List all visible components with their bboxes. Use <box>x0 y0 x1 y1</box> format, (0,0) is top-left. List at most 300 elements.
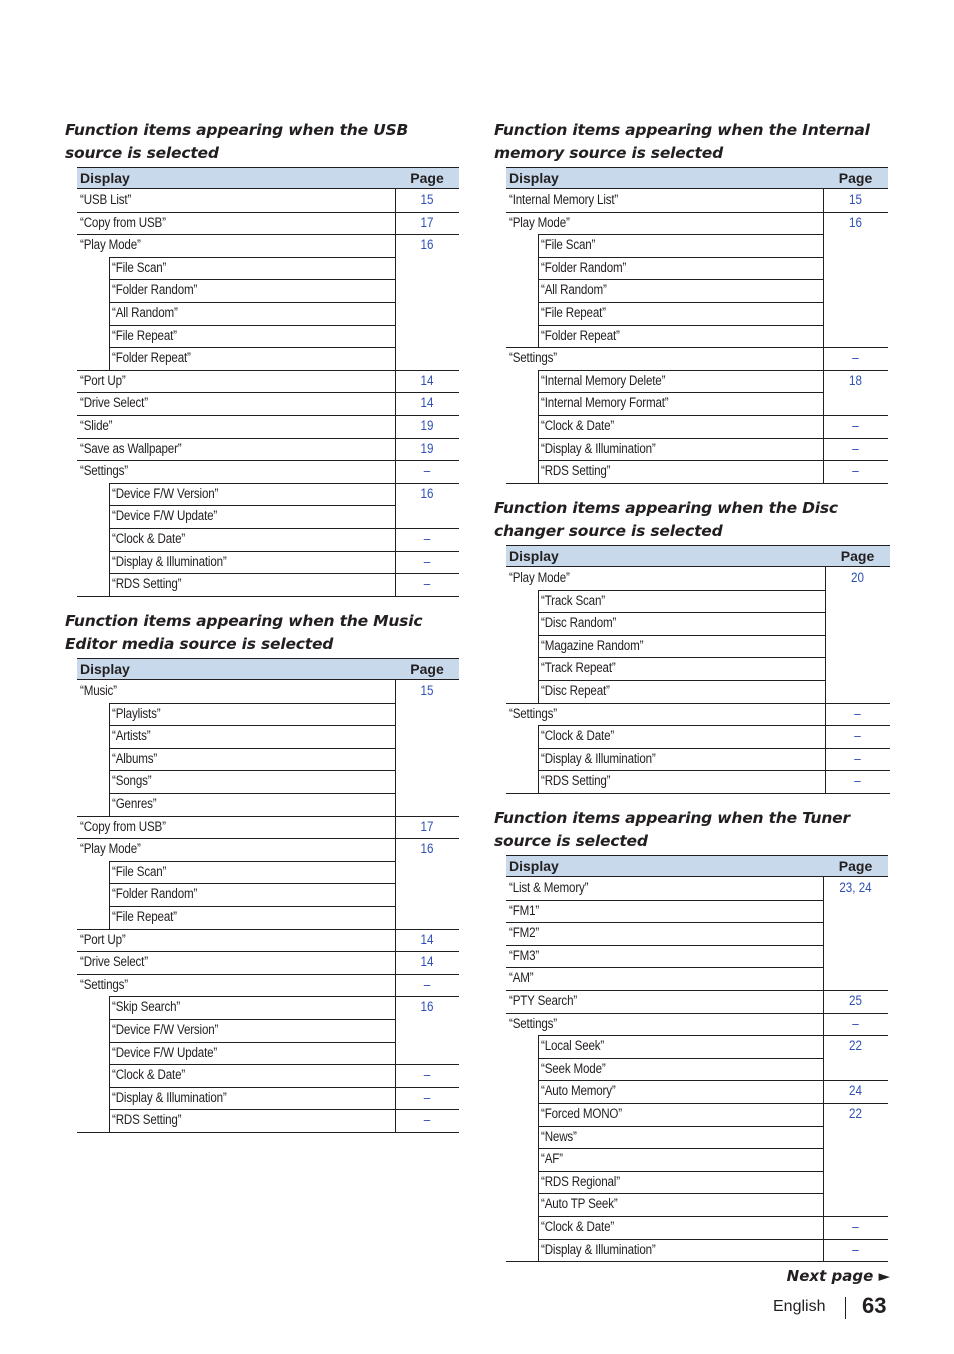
indent-divider <box>109 906 110 929</box>
indent-divider <box>538 1216 539 1239</box>
table-row <box>506 612 890 635</box>
row-label: “Seek Mode” <box>541 1060 606 1076</box>
row-label: “Display & Illumination” <box>541 1241 656 1257</box>
indent-divider <box>538 1103 539 1126</box>
row-page: – <box>852 440 859 456</box>
row-label: “Internal Memory Delete” <box>541 372 666 388</box>
table-row <box>506 1216 888 1239</box>
row-label: “File Repeat” <box>541 304 606 320</box>
row-divider <box>77 234 395 235</box>
table-row <box>506 1171 888 1194</box>
indent-divider <box>109 551 110 574</box>
row-page: – <box>423 553 431 569</box>
page-divider <box>825 770 890 771</box>
row-divider <box>109 1109 395 1110</box>
row-divider <box>538 748 825 749</box>
table-row <box>77 392 459 415</box>
table-row <box>506 392 888 415</box>
indent-divider <box>109 725 110 748</box>
row-label: “FM1” <box>509 902 540 918</box>
page-divider <box>395 1064 459 1065</box>
row-label: “Disc Random” <box>541 615 617 631</box>
row-label: “Internal Memory Format” <box>541 395 669 411</box>
table-row <box>77 974 459 997</box>
table-row <box>77 929 459 952</box>
indent-divider <box>538 635 539 658</box>
table-row <box>506 657 890 680</box>
table-row <box>77 573 459 596</box>
page-divider <box>395 460 459 461</box>
row-label: “RDS Regional” <box>541 1173 620 1189</box>
row-label: “Track Scan” <box>541 592 605 608</box>
table-row <box>506 770 890 793</box>
row-label: “Artists” <box>112 728 151 744</box>
page-divider <box>823 212 888 213</box>
row-divider <box>538 392 823 393</box>
indent-divider <box>109 748 110 771</box>
page-divider <box>823 460 888 461</box>
row-divider <box>506 900 823 901</box>
row-divider <box>538 302 823 303</box>
row-divider <box>506 990 823 991</box>
header-page: Page <box>838 858 873 874</box>
row-page: – <box>852 417 859 433</box>
table-row <box>506 945 888 968</box>
row-label: “Play Mode” <box>80 237 141 253</box>
row-label: “Device F/W Version” <box>112 1021 219 1037</box>
row-label: “AM” <box>509 970 534 986</box>
table-row <box>77 483 459 506</box>
row-divider <box>109 906 395 907</box>
row-divider <box>109 793 395 794</box>
row-divider <box>506 1013 823 1014</box>
row-divider <box>538 415 823 416</box>
indent-divider <box>109 1042 110 1065</box>
row-label: “PTY Search” <box>509 992 578 1008</box>
row-divider <box>506 347 823 348</box>
row-divider <box>77 974 395 975</box>
page-divider <box>823 415 888 416</box>
page-divider <box>823 1013 888 1014</box>
table-row <box>77 551 459 574</box>
section-title: Function items appearing when the USB source is selected <box>65 121 409 162</box>
row-divider <box>506 922 823 923</box>
row-label: “All Random” <box>112 304 178 320</box>
table-row <box>506 1013 888 1036</box>
row-label: “Songs” <box>112 773 152 789</box>
table-row <box>77 996 459 1019</box>
page-column-divider <box>825 567 826 793</box>
row-page: – <box>854 728 861 744</box>
row-divider <box>77 838 395 839</box>
row-page: 24 <box>849 1083 862 1099</box>
page-divider <box>823 1239 888 1240</box>
row-divider <box>538 590 825 591</box>
row-divider <box>538 612 825 613</box>
page-divider <box>395 974 459 975</box>
page-number: 63 <box>862 1293 887 1318</box>
table-row <box>506 438 888 461</box>
row-divider <box>109 748 395 749</box>
row-label: “Magazine Random” <box>541 637 644 653</box>
table-row <box>77 279 459 302</box>
page-divider <box>823 1080 888 1081</box>
table-row <box>506 900 888 923</box>
table-row <box>77 302 459 325</box>
indent-divider <box>109 861 110 884</box>
row-page: – <box>423 576 431 592</box>
row-label: “RDS Setting” <box>541 773 611 789</box>
row-divider <box>538 438 823 439</box>
table-row <box>506 877 888 900</box>
row-label: “Auto Memory” <box>541 1083 616 1099</box>
page-divider <box>395 483 459 484</box>
row-divider <box>109 551 395 552</box>
row-label: “Save as Wallpaper” <box>80 440 182 456</box>
table-header <box>77 167 459 189</box>
page-divider <box>395 528 459 529</box>
row-label: “Play Mode” <box>509 570 570 585</box>
indent-divider <box>109 483 110 506</box>
row-label: “Track Repeat” <box>541 660 616 676</box>
table-row <box>77 1019 459 1042</box>
row-label: “RDS Setting” <box>541 463 611 479</box>
indent-divider <box>109 1064 110 1087</box>
row-page: 16 <box>420 999 434 1015</box>
row-label: “Music” <box>80 683 117 698</box>
function-table <box>506 545 890 794</box>
row-label: “Settings” <box>80 976 128 992</box>
indent-divider <box>538 257 539 280</box>
page-divider <box>395 392 459 393</box>
row-page: 16 <box>420 237 434 253</box>
page-divider <box>395 838 459 839</box>
table-row <box>77 703 459 726</box>
table-row <box>77 415 459 438</box>
row-label: “Auto TP Seek” <box>541 1196 618 1212</box>
indent-divider <box>538 325 539 348</box>
indent-divider <box>109 996 110 1019</box>
row-divider <box>109 257 395 258</box>
table-row <box>506 567 890 590</box>
row-label: “Genres” <box>112 795 157 811</box>
table-row <box>506 967 888 990</box>
table-row <box>506 703 890 726</box>
table-row <box>506 990 888 1013</box>
row-page: 14 <box>420 395 434 411</box>
row-page: – <box>852 1015 859 1031</box>
table-row <box>77 1064 459 1087</box>
row-divider <box>109 996 395 997</box>
row-label: “Port Up” <box>80 931 126 947</box>
row-label: “Copy from USB” <box>80 818 166 834</box>
table-row <box>506 347 888 370</box>
row-divider <box>77 415 395 416</box>
page-divider <box>823 1035 888 1036</box>
row-divider <box>538 279 823 280</box>
indent-divider <box>538 415 539 438</box>
page-column-divider <box>823 189 824 483</box>
row-label: “File Repeat” <box>112 327 177 343</box>
indent-divider <box>538 680 539 703</box>
row-label: “RDS Setting” <box>112 576 182 592</box>
page-divider <box>825 748 890 749</box>
row-label: “List & Memory” <box>509 880 589 895</box>
row-page: – <box>852 1218 859 1234</box>
table-row <box>506 635 890 658</box>
row-divider <box>538 1080 823 1081</box>
row-page: – <box>423 463 431 479</box>
page-divider <box>823 347 888 348</box>
row-divider <box>109 528 395 529</box>
section-music-editor <box>65 610 459 1128</box>
row-divider <box>77 460 395 461</box>
table-row <box>506 590 890 613</box>
row-divider <box>506 703 825 704</box>
row-divider <box>77 212 395 213</box>
row-label: “Settings” <box>509 705 557 721</box>
row-label: “Settings” <box>80 463 128 479</box>
row-label: “FM3” <box>509 947 540 963</box>
table-row <box>77 1109 459 1132</box>
table-row <box>506 1193 888 1216</box>
header-display: Display <box>80 661 130 677</box>
row-page: – <box>423 1112 431 1128</box>
indent-divider <box>538 279 539 302</box>
row-label: “Clock & Date” <box>541 1218 615 1234</box>
page-divider <box>395 573 459 574</box>
row-label: “Internal Memory List” <box>509 192 619 207</box>
table-row <box>77 725 459 748</box>
row-label: “Port Up” <box>80 372 126 388</box>
indent-divider <box>538 725 539 748</box>
row-label: “Disc Repeat” <box>541 682 610 698</box>
section-usb <box>65 119 459 592</box>
row-divider <box>109 325 395 326</box>
page-divider <box>395 415 459 416</box>
row-page: 22 <box>849 1038 862 1054</box>
table-row <box>77 528 459 551</box>
footer-divider <box>845 1297 846 1319</box>
row-divider <box>538 725 825 726</box>
row-label: “Forced MONO” <box>541 1105 622 1121</box>
row-divider <box>77 951 395 952</box>
row-label: “Drive Select” <box>80 954 148 970</box>
row-label: “Folder Repeat” <box>112 350 191 366</box>
header-display: Display <box>509 548 559 564</box>
indent-divider <box>538 1239 539 1262</box>
table-header <box>77 658 459 680</box>
function-table <box>77 167 459 597</box>
section-internal-memory <box>494 119 888 479</box>
table-row <box>506 257 888 280</box>
table-row <box>77 234 459 257</box>
indent-divider <box>538 370 539 393</box>
table-row <box>506 725 890 748</box>
row-divider <box>109 302 395 303</box>
indent-divider <box>538 438 539 461</box>
row-divider <box>109 725 395 726</box>
row-label: “Clock & Date” <box>112 1067 186 1083</box>
section-title: Function items appearing when the Internal memory source is selected <box>494 121 870 162</box>
indent-divider <box>538 657 539 680</box>
row-divider <box>109 347 395 348</box>
page-divider <box>395 816 459 817</box>
section-disc-changer <box>494 497 890 789</box>
header-display: Display <box>509 858 559 874</box>
indent-divider <box>538 1171 539 1194</box>
row-page: 14 <box>420 954 434 970</box>
row-label: “Device F/W Update” <box>112 508 218 524</box>
indent-divider <box>109 703 110 726</box>
table-row <box>77 793 459 816</box>
row-label: “Local Seek” <box>541 1038 605 1054</box>
indent-divider <box>538 1126 539 1149</box>
row-page: – <box>852 350 859 366</box>
row-page: 16 <box>420 841 434 857</box>
table-row <box>506 234 888 257</box>
row-label: “Folder Random” <box>541 259 627 275</box>
row-label: “Settings” <box>509 1015 557 1031</box>
indent-divider <box>538 1080 539 1103</box>
function-table <box>506 167 888 484</box>
table-row <box>77 861 459 884</box>
row-divider <box>506 967 823 968</box>
page-divider <box>395 996 459 997</box>
row-label: “File Repeat” <box>112 908 177 924</box>
row-divider <box>538 1103 823 1104</box>
page-divider <box>395 1109 459 1110</box>
table-row <box>506 189 888 212</box>
table-row <box>506 415 888 438</box>
row-divider <box>538 1171 823 1172</box>
indent-divider <box>109 883 110 906</box>
row-divider <box>77 816 395 817</box>
row-divider <box>77 929 395 930</box>
table-row <box>506 212 888 235</box>
indent-divider <box>109 279 110 302</box>
row-label: “USB List” <box>80 192 132 207</box>
indent-divider <box>538 392 539 415</box>
page-divider <box>395 929 459 930</box>
table-row <box>77 951 459 974</box>
row-page: – <box>852 463 859 479</box>
row-page: 16 <box>420 485 434 501</box>
row-page: – <box>423 976 431 992</box>
row-divider <box>109 883 395 884</box>
indent-divider <box>109 505 110 528</box>
row-divider <box>109 1087 395 1088</box>
header-page: Page <box>410 170 444 186</box>
row-divider <box>77 438 395 439</box>
row-divider <box>538 257 823 258</box>
row-label: “News” <box>541 1128 577 1144</box>
row-label: “AF” <box>541 1151 563 1167</box>
page-divider <box>823 1103 888 1104</box>
header-display: Display <box>509 170 559 186</box>
row-label: “Play Mode” <box>80 841 141 857</box>
row-label: “Playlists” <box>112 705 161 721</box>
row-divider <box>109 1019 395 1020</box>
row-divider <box>538 460 823 461</box>
row-label: “Settings” <box>509 350 557 366</box>
table-row <box>77 438 459 461</box>
row-label: “Folder Random” <box>112 282 198 298</box>
row-label: “Albums” <box>112 750 158 766</box>
row-divider <box>538 680 825 681</box>
row-page: – <box>854 773 861 789</box>
indent-divider <box>109 770 110 793</box>
row-divider <box>538 1126 823 1127</box>
row-label: “File Scan” <box>112 259 167 275</box>
row-page: – <box>423 1067 431 1083</box>
row-label: “RDS Setting” <box>112 1112 182 1128</box>
row-page: 15 <box>420 192 434 207</box>
row-label: “Clock & Date” <box>541 417 615 433</box>
indent-divider <box>109 528 110 551</box>
table-row <box>506 325 888 348</box>
row-page: 17 <box>420 214 434 230</box>
indent-divider <box>538 748 539 771</box>
page-divider <box>823 438 888 439</box>
page-divider <box>823 1216 888 1217</box>
row-divider <box>109 1042 395 1043</box>
table-row <box>77 906 459 929</box>
table-row <box>506 1103 888 1126</box>
table-row <box>506 748 890 771</box>
table-row <box>506 460 888 483</box>
row-label: “Play Mode” <box>509 214 570 230</box>
row-page: 25 <box>849 992 862 1008</box>
table-row <box>77 347 459 370</box>
table-header <box>506 855 888 877</box>
row-page: – <box>423 1089 431 1105</box>
table-header <box>506 545 890 567</box>
row-page: 20 <box>851 570 864 585</box>
indent-divider <box>538 460 539 483</box>
row-divider <box>538 1239 823 1240</box>
row-divider <box>109 770 395 771</box>
section-tuner <box>494 807 888 1257</box>
table-row <box>506 1126 888 1149</box>
header-page: Page <box>840 548 875 564</box>
indent-divider <box>109 302 110 325</box>
indent-divider <box>109 1019 110 1042</box>
row-divider <box>538 1035 823 1036</box>
table-row <box>77 505 459 528</box>
table-row <box>77 189 459 212</box>
section-title: Function items appearing when the Disc changer source is selected <box>494 499 838 540</box>
row-label: “All Random” <box>541 282 607 298</box>
header-display: Display <box>80 170 130 186</box>
section-title: Function items appearing when the Tuner source is selected <box>494 809 850 850</box>
row-label: “Folder Repeat” <box>541 327 620 343</box>
page-column-divider <box>823 877 824 1261</box>
indent-divider <box>538 1193 539 1216</box>
table-row <box>506 680 890 703</box>
row-label: “Display & Illumination” <box>541 750 656 766</box>
indent-divider <box>538 1035 539 1058</box>
footer-language: English <box>773 1298 826 1315</box>
table-row <box>77 1087 459 1110</box>
indent-divider <box>538 302 539 325</box>
indent-divider <box>109 793 110 816</box>
header-page: Page <box>410 661 444 677</box>
row-divider <box>109 1064 395 1065</box>
row-label: “Clock & Date” <box>541 728 615 744</box>
row-label: “Skip Search” <box>112 999 181 1015</box>
row-page: 17 <box>420 818 434 834</box>
